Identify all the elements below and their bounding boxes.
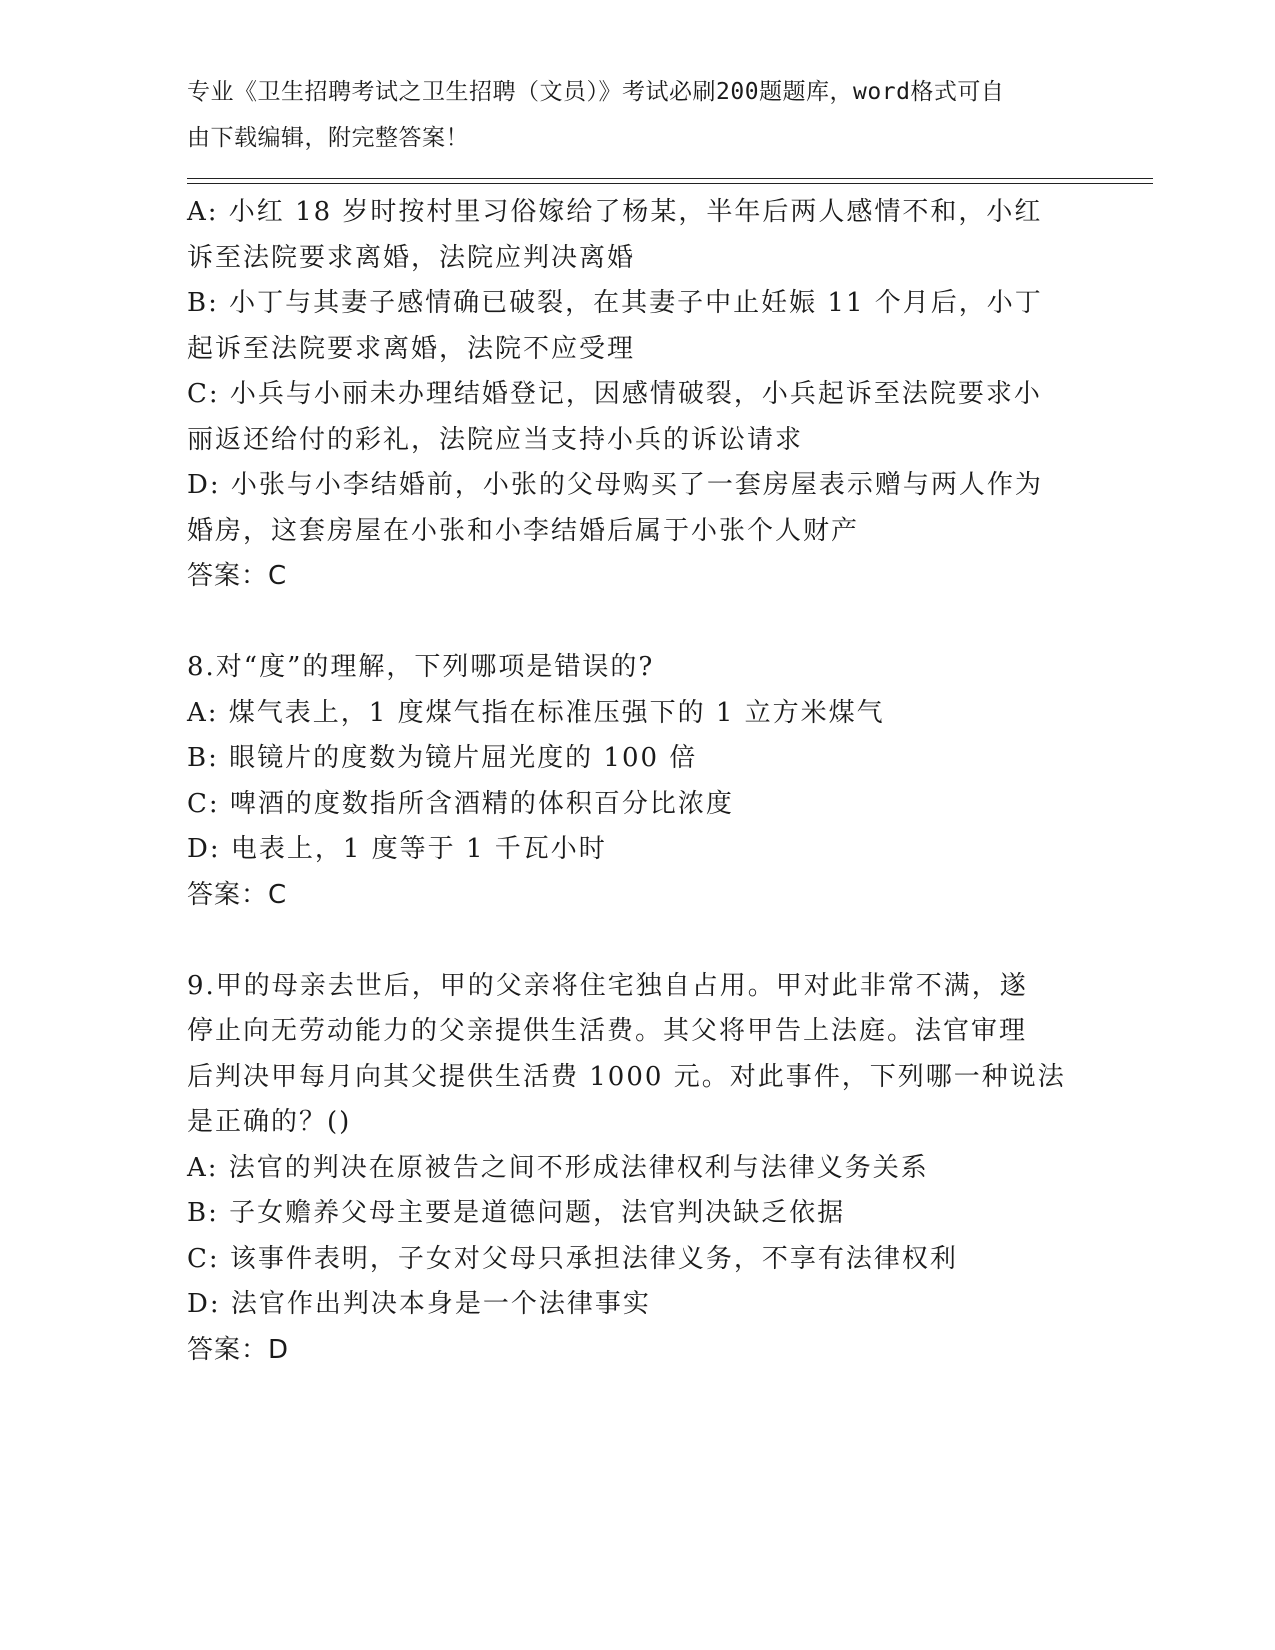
q7-option-d-line-1: D: 小张与小李结婚前，小张的父母购买了一套房屋表示赠与两人作为 <box>187 470 1043 500</box>
q7-answer: 答案：C <box>187 561 288 591</box>
q8-option-a: A: 煤气表上，1 度煤气指在标准压强下的 1 立方米煤气 <box>187 697 885 728</box>
q7-option-a-line-2: 诉至法院要求离婚，法院应判决离婚 <box>187 242 636 273</box>
spacer <box>187 600 1087 646</box>
q9-option-c: C: 该事件表明，子女对父母只承担法律义务，不享有法律权利 <box>187 1243 958 1274</box>
header-divider-bottom <box>187 183 1153 184</box>
q9-stem-line-1: 9.甲的母亲去世后，甲的父亲将住宅独自占用。甲对此非常不满，遂 <box>187 970 1028 1001</box>
q7-option-d-line-2: 婚房，这套房屋在小张和小李结婚后属于小张个人财产 <box>187 515 860 546</box>
question-content <box>187 190 1087 1373</box>
q9-option-d: D: 法官作出判决本身是一个法律事实 <box>187 1289 651 1319</box>
q7-option-b-line-1: B: 小丁与其妻子感情确已破裂，在其妻子中止妊娠 11 个月后，小丁 <box>187 288 1043 318</box>
q9-answer: 答案：D <box>187 1334 290 1365</box>
question-8-block <box>187 645 1087 918</box>
q8-answer: 答案：C <box>187 879 288 910</box>
q7-option-a-line-1: A: 小红 18 岁时按村里习俗嫁给了杨某，半年后两人感情不和，小红 <box>187 197 1043 227</box>
spacer <box>187 918 1087 964</box>
q9-option-b: B: 子女赡养父母主要是道德问题，法官判决缺乏依据 <box>187 1198 846 1228</box>
header-line-1: 专业《卫生招聘考试之卫生招聘（文员）》考试必刷200题题库，word格式可自 <box>187 79 1005 105</box>
q7-option-c-line-2: 丽返还给付的彩礼，法院应当支持小兵的诉讼请求 <box>187 424 804 455</box>
q9-stem-line-4: 是正确的？() <box>187 1107 352 1137</box>
q8-option-d: D: 电表上，1 度等于 1 千瓦小时 <box>187 834 607 864</box>
q8-option-b: B: 眼镜片的度数为镜片屈光度的 100 倍 <box>187 743 698 773</box>
q8-stem: 8.对“度”的理解，下列哪项是错误的? <box>187 652 655 682</box>
q7-option-c-line-1: C: 小兵与小丽未办理结婚登记，因感情破裂，小兵起诉至法院要求小 <box>187 379 1042 409</box>
q8-option-c: C: 啤酒的度数指所含酒精的体积百分比浓度 <box>187 788 734 819</box>
q9-option-a: A: 法官的判决在原被告之间不形成法律权利与法律义务关系 <box>187 1152 929 1183</box>
header-divider-top <box>187 178 1153 179</box>
question-9-block <box>187 964 1087 1374</box>
header-line-2: 由下载编辑，附完整答案！ <box>187 124 469 151</box>
q7-option-b-line-2: 起诉至法院要求离婚，法院不应受理 <box>187 333 636 364</box>
question-7-block <box>187 190 1087 600</box>
q9-stem-line-2: 停止向无劳动能力的父亲提供生活费。其父将甲告上法庭。法官审理 <box>187 1016 1028 1046</box>
document-header <box>187 74 1087 165</box>
q9-stem-line-3: 后判决甲每月向其父提供生活费 1000 元。对此事件，下列哪一种说法 <box>187 1061 1066 1092</box>
